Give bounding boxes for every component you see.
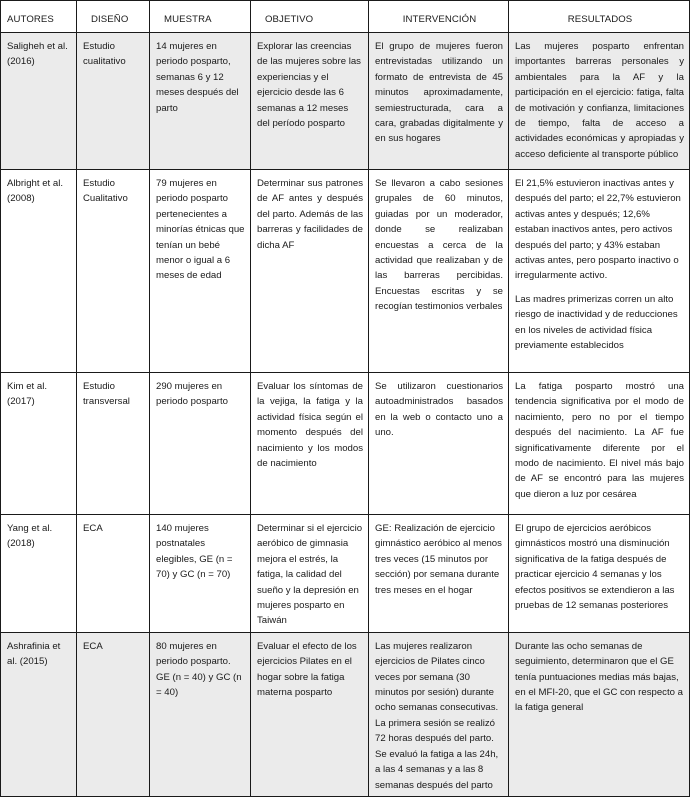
cell-autores: Ashrafinia et al. (2015) [1,632,77,796]
header-autores: AUTORES [1,1,77,33]
cell-muestra: 79 mujeres en periodo posparto pertenecientes a minorías étnicas que tenían un bebé menor o igual a 6 meses de edad [150,170,251,373]
cell-diseno: Estudio cualitativo [77,33,150,170]
cell-objetivo: Determinar sus patrones de AF antes y después del parto. Además de las barreras y facilidades de dicha AF [251,170,369,373]
cell-objetivo: Evaluar el efecto de los ejercicios Pilates en el hogar sobre la fatiga materna posparto [251,632,369,796]
header-muestra: MUESTRA [150,1,251,33]
table-row [1,632,690,796]
cell-autores: Yang et al. (2018) [1,515,77,633]
cell-resultados: La fatiga posparto mostró una tendencia significativa por el modo de nacimiento, pero no por el tiempo después del nacimiento. La AF fue significativamente diferente por el modo de nacimiento. El nivel más bajo de AF se encontró para las mujeres que dieron a luz por cesárea [509,373,690,515]
cell-intervencion: Las mujeres realizaron ejercicios de Pilates cinco veces por semana (30 minutos por sesión) durante ocho semanas consecutivas. La primera sesión se realizó 72 horas después del parto. Se evaluó la fatiga a las 24h, a las 4 semanas y a las 8 semanas después del parto [369,632,509,796]
cell-intervencion: El grupo de mujeres fueron entrevistadas utilizando un formato de entrevista de 45 minutos aproximadamente, semiestructurada, cara a cara, grabadas digitalmente y en sus hogares [369,33,509,170]
cell-muestra: 80 mujeres en periodo posparto. GE (n = 40) y GC (n = 40) [150,632,251,796]
cell-resultados: El grupo de ejercicios aeróbicos gimnásticos mostró una disminución significativa de la fatiga después de practicar ejercicio 4 semanas y los efectos positivos se extendieron a las pruebas de 12 semanas posteriores [509,515,690,633]
header-resultados: RESULTADOS [509,1,690,33]
cell-autores: Albright et al. (2008) [1,170,77,373]
cell-diseno: ECA [77,632,150,796]
cell-muestra: 140 mujeres postnatales elegibles, GE (n = 70) y GC (n = 70) [150,515,251,633]
cell-resultados [509,170,690,373]
cell-resultados: Durante las ocho semanas de seguimiento, determinaron que el GE tenía puntuaciones medias más bajas, en el MFI-20, que el GC con respecto a la fatiga general [509,632,690,796]
table-row [1,515,690,633]
cell-diseno: Estudio Cualitativo [77,170,150,373]
header-diseno: DISEÑO [77,1,150,33]
table-row [1,373,690,515]
cell-objetivo: Explorar las creencias de las mujeres sobre las experiencias y el ejercicio desde las 6 semanas a 12 meses del período posparto [251,33,369,170]
cell-autores: Saligheh et al. (2016) [1,33,77,170]
resultados-paragraph: El 21,5% estuvieron inactivas antes y después del parto; el 22,7% estuvieron activas antes y después; 12,6% estaban inactivos antes, pero activos después del parto; y 43% estaban activas antes, pero posparto inactivo o irregularmente activo. [515,178,681,282]
cell-objetivo: Evaluar los síntomas de la vejiga, la fatiga y la actividad física según el momento después del nacimiento y los modos de nacimiento [251,373,369,515]
header-row [1,1,690,33]
resultados-paragraph: Las madres primerizas corren un alto riesgo de inactividad y de reducciones en los niveles de actividad física previamente establecidos [515,293,678,352]
cell-muestra: 14 mujeres en periodo posparto, semanas 6 y 12 meses después del parto [150,33,251,170]
cell-intervencion: Se llevaron a cabo sesiones grupales de 60 minutos, guiadas por un moderador, donde se realizaban encuestas a cerca de la actividad que realizaban y de las barreras percibidas. Encuestas escritas y se recogían testimonios verbales [369,170,509,373]
cell-diseno: ECA [77,515,150,633]
cell-objetivo: Determinar si el ejercicio aeróbico de gimnasia mejora el estrés, la fatiga, la calidad del sueño y la depresión en mujeres posparto en Taiwán [251,515,369,633]
cell-muestra: 290 mujeres en periodo posparto [150,373,251,515]
table-row [1,33,690,170]
cell-diseno: Estudio transversal [77,373,150,515]
cell-intervencion: Se utilizaron cuestionarios autoadministrados basados en la web o contacto uno a uno. [369,373,509,515]
table-row [1,170,690,373]
cell-intervencion: GE: Realización de ejercicio gimnástico aeróbico al menos tres veces (15 minutos por sección) por semana durante tres meses en el hogar [369,515,509,633]
header-objetivo: OBJETIVO [251,1,369,33]
cell-resultados: Las mujeres posparto enfrentan importantes barreras personales y ambientales para la AF y la participación en el ejercicio: fatiga, falta de motivación y confianza, limitaciones de tiempo, falta de acceso a actividades económicas y apropiadas y acceso deficiente al transporte público [509,33,690,170]
cell-autores: Kim et al. (2017) [1,373,77,515]
header-intervencion: INTERVENCIÓN [369,1,509,33]
